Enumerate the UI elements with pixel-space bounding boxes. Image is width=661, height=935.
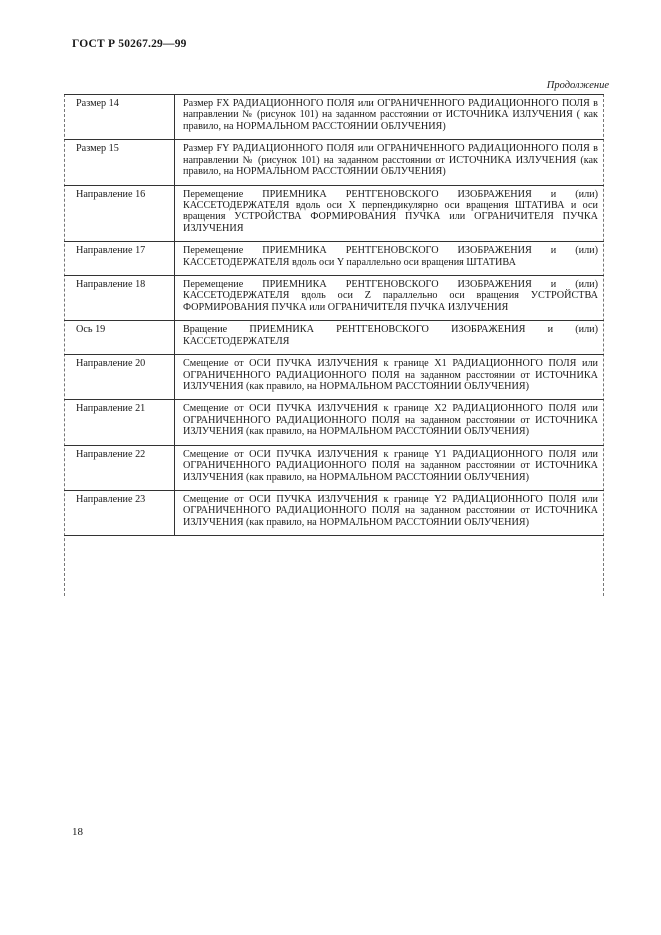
definition-cell: Размер FY РАДИАЦИОННОГО ПОЛЯ или ОГРАНИЧЕННОГО РАДИАЦИОННОГО ПОЛЯ в направлении № (рисунок 101) на заданном расстоянии от ИСТОЧНИКА ИЗЛУЧЕНИЯ (как правило, на НОРМАЛЬНОМ РАССТОЯНИИ ОБЛУЧЕНИЯ) (183, 143, 598, 178)
definition-cell: Вращение ПРИЕМНИКА РЕНТГЕНОВСКОГО ИЗОБРАЖЕНИЯ и (или) КАССЕТОДЕРЖАТЕЛЯ (183, 324, 598, 347)
term-cell: Направление 22 (64, 445, 175, 490)
definition-cell: Размер FX РАДИАЦИОННОГО ПОЛЯ или ОГРАНИЧЕННОГО РАДИАЦИОННОГО ПОЛЯ в направлении № (рисунок 101) на заданном расстоянии от ИСТОЧНИКА ИЗЛУЧЕНИЯ ( как правило, на НОРМАЛЬНОМ РАССТОЯНИИ ОБЛУЧЕНИЯ) (183, 98, 598, 132)
term-cell: Направление 23 (64, 490, 175, 535)
definition-cell: Перемещение ПРИЕМНИКА РЕНТГЕНОВСКОГО ИЗОБРАЖЕНИЯ и (или) КАССЕТОДЕРЖАТЕЛЯ вдоль оси Z параллельно оси вращения УСТРОЙСТВА ФОРМИРОВАНИЯ ПУЧКА или ОГРАНИЧИТЕЛЯ ПУЧКА ИЗЛУЧЕНИЯ (183, 279, 598, 313)
term-cell: Размер 14 (64, 95, 175, 140)
table-row (64, 400, 604, 445)
table-row (64, 445, 604, 490)
definitions-table (64, 94, 604, 536)
term-cell: Направление 18 (64, 276, 175, 321)
term-cell: Размер 15 (64, 140, 175, 185)
definition-cell: Смещение от ОСИ ПУЧКА ИЗЛУЧЕНИЯ к границе X2 РАДИАЦИОННОГО ПОЛЯ или ОГРАНИЧЕННОГО РАДИАЦИОННОГО ПОЛЯ на заданном расстоянии от ИСТОЧНИКА ИЗЛУЧЕНИЯ (как правило, на НОРМАЛЬНОМ РАССТОЯНИИ ОБЛУЧЕНИЯ) (183, 403, 598, 438)
table-row (64, 242, 604, 276)
definition-cell: Смещение от ОСИ ПУЧКА ИЗЛУЧЕНИЯ к границе Y1 РАДИАЦИОННОГО ПОЛЯ или ОГРАНИЧЕННОГО РАДИАЦИОННОГО ПОЛЯ на заданном расстоянии от ИСТОЧНИКА ИЗЛУЧЕНИЯ (как правило, на НОРМАЛЬНОМ РАССТОЯНИИ ОБЛУЧЕНИЯ) (183, 448, 598, 483)
term-cell: Направление 16 (64, 185, 175, 242)
table-row (64, 490, 604, 535)
term-cell: Направление 21 (64, 400, 175, 445)
term-cell: Направление 17 (64, 242, 175, 276)
table-row (64, 185, 604, 242)
definition-cell: Перемещение ПРИЕМНИКА РЕНТГЕНОВСКОГО ИЗОБРАЖЕНИЯ и (или) КАССЕТОДЕРЖАТЕЛЯ вдоль оси Y параллельно оси вращения ШТАТИВА (183, 245, 598, 268)
term-cell: Ось 19 (64, 321, 175, 355)
definition-cell: Перемещение ПРИЕМНИКА РЕНТГЕНОВСКОГО ИЗОБРАЖЕНИЯ и (или) КАССЕТОДЕРЖАТЕЛЯ вдоль оси X перпендикулярно оси вращения ШТАТИВА и оси вращения УСТРОЙСТВА ФОРМИРОВАНИЯ ПУЧКА или ОГРАНИЧИТЕЛЯ ПУЧКА ИЗЛУЧЕНИЯ (183, 188, 598, 234)
continuation-label: Продолжение (546, 80, 609, 91)
document-header: ГОСТ Р 50267.29—99 (72, 38, 187, 50)
table-row (64, 321, 604, 355)
page-number: 18 (72, 826, 83, 838)
definition-cell: Смещение от ОСИ ПУЧКА ИЗЛУЧЕНИЯ к границе X1 РАДИАЦИОННОГО ПОЛЯ или ОГРАНИЧЕННОГО РАДИАЦИОННОГО ПОЛЯ на заданном расстоянии от ИСТОЧНИКА ИЗЛУЧЕНИЯ (как правило, на НОРМАЛЬНОМ РАССТОЯНИИ ОБЛУЧЕНИЯ) (183, 358, 598, 393)
table-row (64, 355, 604, 400)
table-row (64, 95, 604, 140)
definition-cell: Смещение от ОСИ ПУЧКА ИЗЛУЧЕНИЯ к границе Y2 РАДИАЦИОННОГО ПОЛЯ или ОГРАНИЧЕННОГО РАДИАЦИОННОГО ПОЛЯ на заданном расстоянии от ИСТОЧНИКА ИЗЛУЧЕНИЯ (как правило, на НОРМАЛЬНОМ РАССТОЯНИИ ОБЛУЧЕНИЯ) (183, 493, 598, 528)
term-cell: Направление 20 (64, 355, 175, 400)
table-row (64, 140, 604, 185)
table-row (64, 276, 604, 321)
